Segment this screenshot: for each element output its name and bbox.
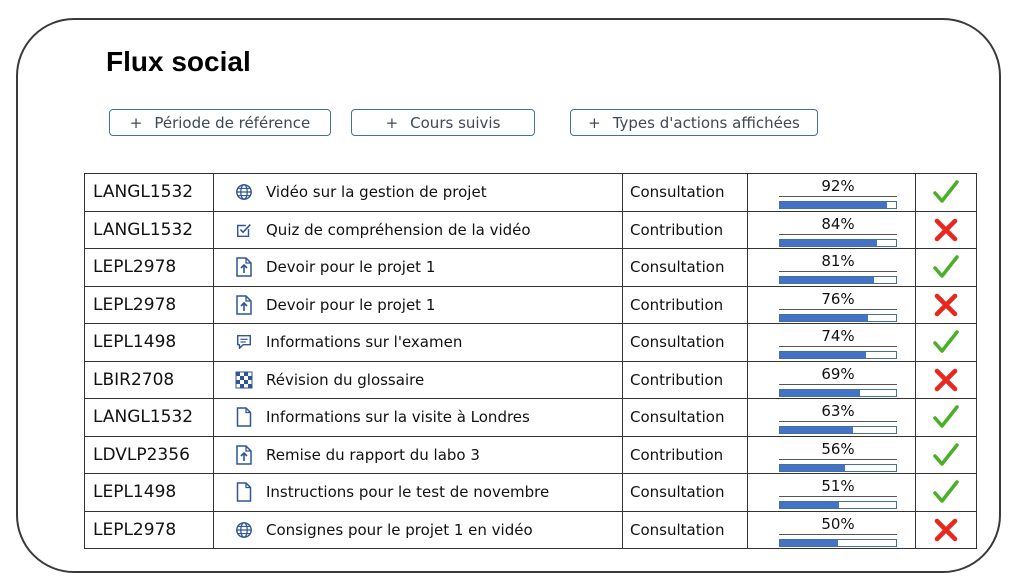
progress-bar xyxy=(779,501,897,509)
percent-underline xyxy=(779,534,897,535)
activity-title[interactable]: Vidéo sur la gestion de projet xyxy=(266,183,487,202)
progress-bar xyxy=(779,276,897,284)
activity-title[interactable]: Consignes pour le projet 1 en vidéo xyxy=(266,520,533,539)
action-type: Consultation xyxy=(623,324,748,362)
globe-icon xyxy=(234,520,254,540)
percent-underline xyxy=(779,196,897,197)
percent-underline xyxy=(779,234,897,235)
percent-label: 69% xyxy=(821,364,855,383)
percent-label: 63% xyxy=(821,402,855,421)
check-icon xyxy=(932,407,960,426)
glossary-icon xyxy=(234,370,254,390)
percent-label: 76% xyxy=(821,289,855,308)
filter-period-button[interactable] xyxy=(109,109,331,136)
table-row[interactable] xyxy=(85,399,977,437)
status-cell xyxy=(916,249,977,287)
progress-fill xyxy=(780,540,838,546)
cross-icon xyxy=(932,294,960,313)
percent-cell xyxy=(748,324,916,362)
action-type: Contribution xyxy=(623,361,748,399)
table-row[interactable] xyxy=(85,361,977,399)
activity-cell xyxy=(214,174,623,212)
percent-label: 92% xyxy=(821,177,855,196)
course-code: LEPL2978 xyxy=(85,511,214,549)
percent-underline xyxy=(779,309,897,310)
action-type: Contribution xyxy=(623,436,748,474)
percent-cell xyxy=(748,174,916,212)
plus-icon: + xyxy=(588,113,601,132)
percent-label: 74% xyxy=(821,327,855,346)
course-code: LEPL1498 xyxy=(85,474,214,512)
action-type: Consultation xyxy=(623,511,748,549)
progress-fill xyxy=(780,202,887,208)
cross-icon xyxy=(932,519,960,538)
page-icon xyxy=(234,482,254,502)
status-cell xyxy=(916,361,977,399)
upload-file-icon xyxy=(234,257,254,277)
activity-cell xyxy=(214,286,623,324)
check-icon xyxy=(932,332,960,351)
activity-cell xyxy=(214,399,623,437)
progress-bar xyxy=(779,201,897,209)
status-cell xyxy=(916,511,977,549)
percent-cell xyxy=(748,286,916,324)
percent-cell xyxy=(748,436,916,474)
upload-file-icon xyxy=(234,445,254,465)
progress-fill xyxy=(780,502,839,508)
percent-label: 56% xyxy=(821,439,855,458)
course-code: LBIR2708 xyxy=(85,361,214,399)
course-code: LANGL1532 xyxy=(85,399,214,437)
check-icon xyxy=(932,182,960,201)
plus-icon: + xyxy=(385,113,399,132)
course-code: LEPL2978 xyxy=(85,249,214,287)
activity-title[interactable]: Instructions pour le test de novembre xyxy=(266,483,550,502)
status-cell xyxy=(916,174,977,212)
activity-cell xyxy=(214,361,623,399)
percent-underline xyxy=(779,496,897,497)
status-cell xyxy=(916,474,977,512)
progress-fill xyxy=(780,427,853,433)
progress-fill xyxy=(780,315,868,321)
percent-cell xyxy=(748,249,916,287)
course-code: LDVLP2356 xyxy=(85,436,214,474)
status-cell xyxy=(916,436,977,474)
table-row[interactable] xyxy=(85,174,977,212)
action-type: Consultation xyxy=(623,474,748,512)
table-row[interactable] xyxy=(85,324,977,362)
upload-file-icon xyxy=(234,295,254,315)
progress-bar xyxy=(779,464,897,472)
progress-bar xyxy=(779,539,897,547)
filter-label: Période de référence xyxy=(154,113,311,132)
percent-underline xyxy=(779,271,897,272)
action-type: Consultation xyxy=(623,249,748,287)
plus-icon: + xyxy=(129,113,143,132)
course-code: LANGL1532 xyxy=(85,174,214,212)
progress-bar xyxy=(779,239,897,247)
status-cell xyxy=(916,286,977,324)
percent-cell xyxy=(748,211,916,249)
progress-fill xyxy=(780,277,874,283)
percent-underline xyxy=(779,346,897,347)
progress-bar xyxy=(779,389,897,397)
course-code: LANGL1532 xyxy=(85,211,214,249)
action-type: Consultation xyxy=(623,399,748,437)
activity-title[interactable]: Informations sur la visite à Londres xyxy=(266,408,530,427)
status-cell xyxy=(916,324,977,362)
course-code: LEPL1498 xyxy=(85,324,214,362)
status-cell xyxy=(916,211,977,249)
progress-bar xyxy=(779,426,897,434)
percent-underline xyxy=(779,421,897,422)
activity-title[interactable]: Devoir pour le projet 1 xyxy=(266,295,436,314)
activity-cell xyxy=(214,511,623,549)
percent-label: 81% xyxy=(821,252,855,271)
check-icon xyxy=(932,257,960,276)
action-type: Contribution xyxy=(623,286,748,324)
globe-icon xyxy=(234,182,254,202)
message-icon xyxy=(234,332,254,352)
cross-icon xyxy=(932,369,960,388)
filter-action-types-button[interactable] xyxy=(570,109,818,136)
table-row[interactable] xyxy=(85,211,977,249)
table-row[interactable] xyxy=(85,249,977,287)
activity-cell xyxy=(214,211,623,249)
progress-fill xyxy=(780,390,860,396)
activity-title[interactable]: Révision du glossaire xyxy=(266,370,425,389)
percent-label: 51% xyxy=(821,477,855,496)
percent-cell xyxy=(748,511,916,549)
cross-icon xyxy=(932,219,960,238)
percent-label: 50% xyxy=(821,514,855,533)
activity-title[interactable]: Quiz de compréhension de la vidéo xyxy=(266,220,531,239)
progress-bar xyxy=(779,351,897,359)
percent-underline xyxy=(779,459,897,460)
percent-cell xyxy=(748,474,916,512)
progress-fill xyxy=(780,240,877,246)
activity-title[interactable]: Devoir pour le projet 1 xyxy=(266,258,436,277)
filter-courses-button[interactable] xyxy=(351,109,535,136)
table-row[interactable] xyxy=(85,436,977,474)
activity-cell xyxy=(214,249,623,287)
page-icon xyxy=(234,407,254,427)
checkbox-icon xyxy=(234,220,254,240)
action-type: Consultation xyxy=(623,174,748,212)
status-cell xyxy=(916,399,977,437)
percent-cell xyxy=(748,361,916,399)
check-icon xyxy=(932,482,960,501)
filter-label: Cours suivis xyxy=(410,113,501,132)
filter-label: Types d'actions affichées xyxy=(612,113,800,132)
activity-title[interactable]: Informations sur l'examen xyxy=(266,333,463,352)
progress-fill xyxy=(780,465,845,471)
action-type: Contribution xyxy=(623,211,748,249)
activity-cell xyxy=(214,436,623,474)
table-row[interactable] xyxy=(85,511,977,549)
table-row[interactable] xyxy=(85,474,977,512)
activity-cell xyxy=(214,324,623,362)
percent-cell xyxy=(748,399,916,437)
table-row[interactable] xyxy=(85,286,977,324)
progress-fill xyxy=(780,352,866,358)
progress-bar xyxy=(779,314,897,322)
page-title: Flux social xyxy=(106,46,251,77)
social-feed-table xyxy=(84,173,977,549)
activity-cell xyxy=(214,474,623,512)
percent-underline xyxy=(779,384,897,385)
percent-label: 84% xyxy=(821,214,855,233)
activity-title[interactable]: Remise du rapport du labo 3 xyxy=(266,445,480,464)
check-icon xyxy=(932,444,960,463)
course-code: LEPL2978 xyxy=(85,286,214,324)
